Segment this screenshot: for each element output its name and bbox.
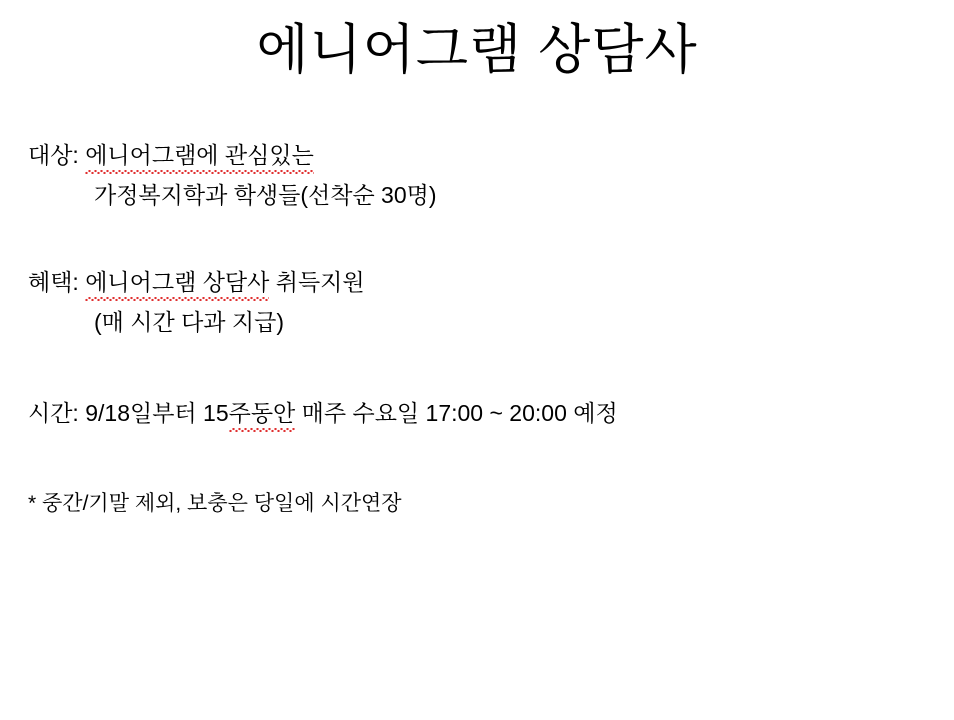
spacer	[28, 211, 928, 267]
spacer	[28, 430, 928, 490]
line-benefit-continued: (매 시간 다과 지급)	[94, 309, 285, 336]
line-time-label: 시간:	[28, 400, 79, 427]
line-benefit	[28, 267, 928, 299]
line-benefit-label: 혜택:	[28, 269, 79, 296]
line-target-flagged-text: 에니어그램에 관심있는	[85, 140, 314, 172]
slide-body	[28, 140, 928, 519]
line-benefit-flagged-text: 에니어그램 상담사	[85, 267, 269, 299]
line-time-flagged-text: 주동안	[229, 398, 296, 430]
line-target-continued: 가정복지학과 학생들(선착순 30명)	[94, 182, 437, 209]
line-time-before: 9/18일부터 15	[78, 400, 229, 427]
line-time-after: 매주 수요일 17:00 ~ 20:00 예정	[295, 400, 618, 427]
line-time	[28, 398, 928, 430]
line-target-label: 대상:	[28, 142, 79, 168]
spacer	[28, 338, 928, 398]
page-title: 에니어그램 상담사	[256, 20, 698, 80]
line-benefit-rest: 취득지원	[269, 269, 365, 296]
line-note: * 중간/기말 제외, 보충은 당일에 시간연장	[28, 492, 402, 516]
line-target	[28, 140, 928, 172]
